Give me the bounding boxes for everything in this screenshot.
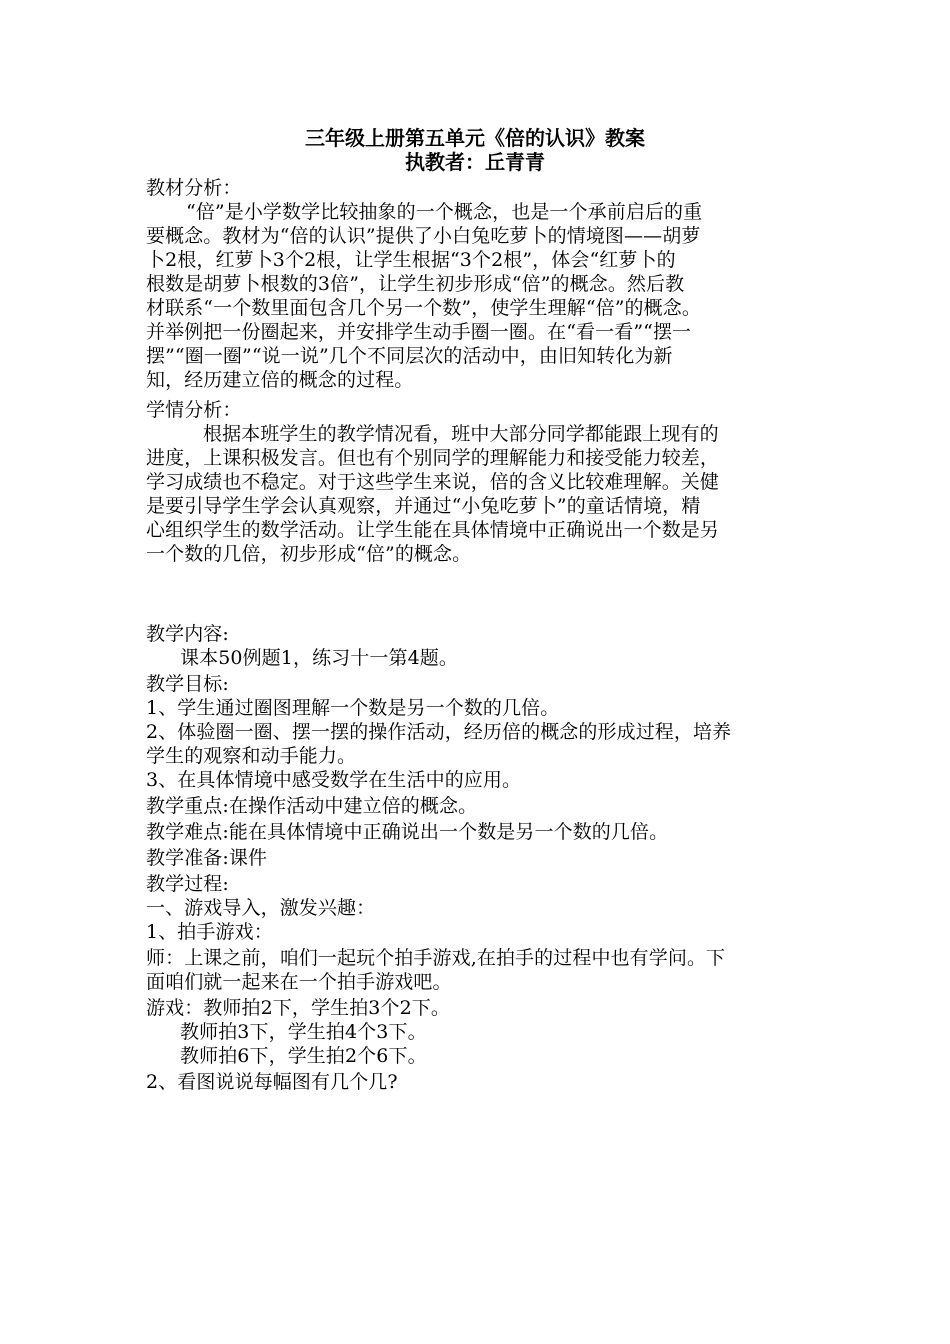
student-line: 是要引导学生学会认真观察，并通过“小兔吃萝卜”的童话情境，精 [146,495,701,517]
document-author: 执教者：丘青青 [405,150,545,174]
material-line: 卜2根，红萝卜3个2根，让学生根据“3个2根”，体会“红萝卜的 [146,249,676,271]
material-line: 知，经历建立倍的概念的过程。 [146,369,414,391]
process-line: 一、游戏导入，激发兴趣： [146,897,376,919]
preparation: 教学准备:课件 [146,847,268,869]
student-line: 一个数的几倍，初步形成“倍”的概念。 [146,543,472,565]
material-heading: 教材分析： [146,177,242,199]
process-line: 游戏：教师拍2下，学生拍3个2下。 [146,997,450,1019]
goal-line: 1、学生通过圈图理解一个数是另一个数的几倍。 [146,697,560,719]
game-line: 教师拍3下，学生拍4个3下。 [180,1021,427,1043]
student-line: 心组织学生的数学活动。让学生能在具体情境中正确说出一个数是另 [146,519,720,541]
game-line: 教师拍6下，学生拍2个6下。 [180,1045,427,1067]
goals-heading: 教学目标: [146,673,229,695]
difficulty: 教学难点:能在具体情境中正确说出一个数是另一个数的几倍。 [146,821,669,843]
material-line: 要概念。教材为“倍的认识”提供了小白兔吃萝卜的情境图——胡萝 [146,225,701,247]
process-line: 面咱们就一起来在一个拍手游戏吧。 [146,971,452,993]
material-line: “倍”是小学数学比较抽象的一个概念，也是一个承前启后的重 [186,201,703,223]
content-heading: 教学内容: [146,623,229,645]
student-line: 学习成绩也不稳定。对于这些学生来说，倍的含义比较难理解。关健 [146,471,720,493]
student-heading: 学情分析： [146,399,242,421]
material-line: 材联系“一个数里面包含几个另一个数”，使学生理解“倍”的概念。 [146,297,701,319]
document-title: 三年级上册第五单元《倍的认识》教案 [305,126,645,150]
process-line: 1、拍手游戏： [146,921,273,943]
student-line: 根据本班学生的教学情况看，班中大部分同学都能跟上现有的 [203,423,719,445]
content-text: 课本50例题1，练习十一第4题。 [180,647,458,669]
process-heading: 教学过程: [146,873,229,895]
process-line: 师：上课之前，咱们一起玩个拍手游戏,在拍手的过程中也有学问。下 [146,947,726,969]
student-line: 进度，上课积极发言。但也有个别同学的理解能力和接受能力较差， [146,447,720,469]
material-line: 摆”“圈一圈”“说一说”几个不同层次的活动中，由旧知转化为新 [146,345,673,367]
goal-line: 学生的观察和动手能力。 [146,745,357,767]
goal-line: 2、体验圈一圈、摆一摆的操作活动，经历倍的概念的形成过程，培养 [146,721,732,743]
material-line: 并举例把一份圈起来，并安排学生动手圈一圈。在“看一看”“摆一 [146,321,692,343]
goal-line: 3、在具体情境中感受数学在生活中的应用。 [146,769,522,791]
process-last-line: 2、看图说说每幅图有几个几? [146,1071,398,1093]
material-line: 根数是胡萝卜根数的3倍”，让学生初步形成“倍”的概念。然后教 [146,273,685,295]
key-point: 教学重点:在操作活动中建立倍的概念。 [146,795,478,817]
